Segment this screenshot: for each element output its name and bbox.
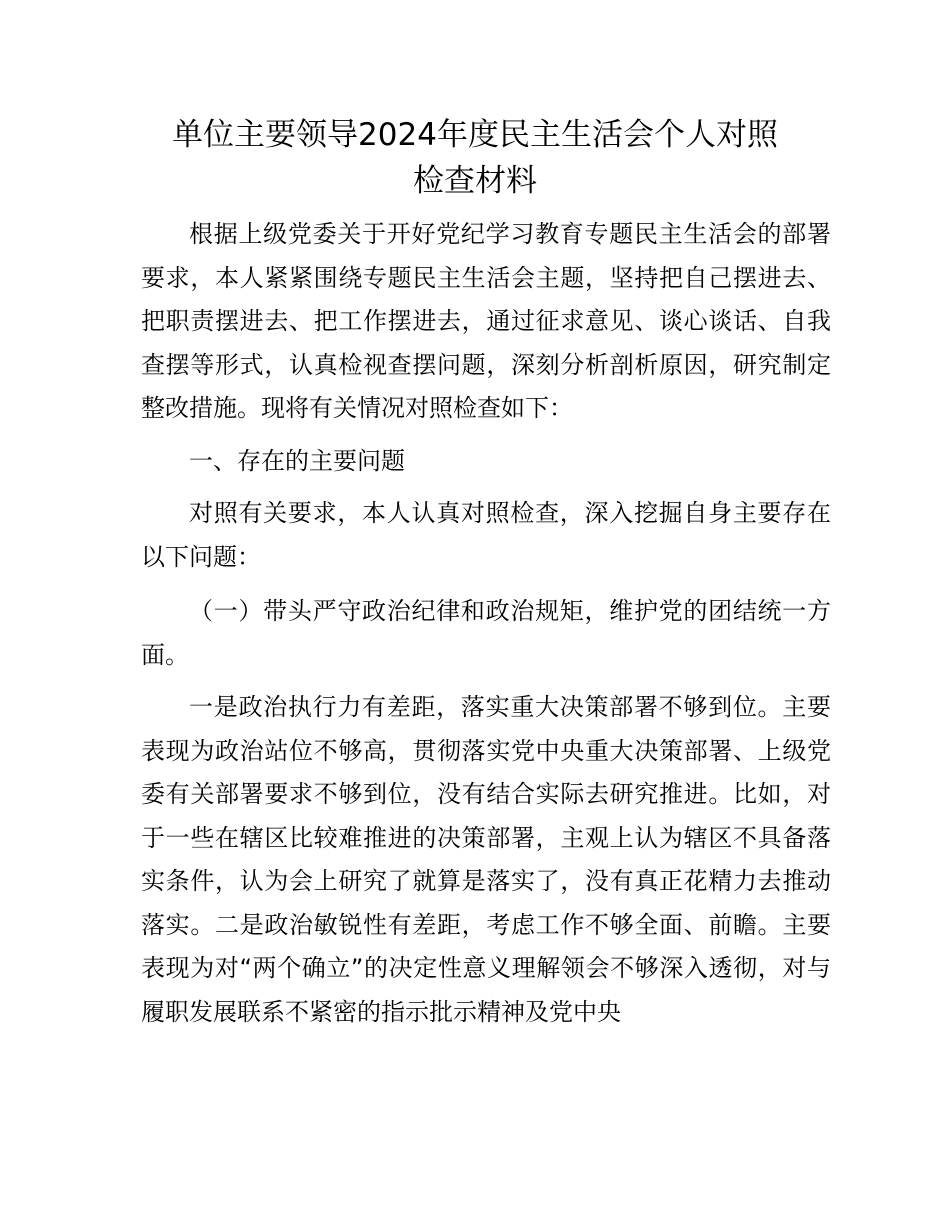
section-heading-main-problems: 一、存在的主要问题 — [189, 447, 405, 475]
problems-intro-paragraph: 对照有关要求，本人认真对照检查，深入挖掘自身主要存在以下问题： — [141, 499, 831, 571]
subsection-heading-political-discipline: （一）带头严守政治纪律和政治规矩，维护党的团结统一方面。 — [141, 597, 831, 669]
document-title-line-2: 检查材料 — [413, 163, 537, 199]
problem-detail-paragraph: 一是政治执行力有差距，落实重大决策部署不够到位。主要表现为政治站位不够高，贯彻落实党中央重大决策部署、上级党委有关部署要求不够到位，没有结合实际去研究推进。比如，对于一些在辖区比较难推进的决策部署，主观上认为辖区不具备落实条件，认为会上研究了就算是落实了，没有真正花精力去推动落实。二是政治敏锐性有差距，考虑工作不够全面、前瞻。主要表现为对“两个确立”的决定性意义理解领会不够深入透彻，对与履职发展联系不紧密的指示批示精神及党中央 — [141, 693, 831, 1026]
intro-paragraph: 根据上级党委关于开好党纪学习教育专题民主生活会的部署要求，本人紧紧围绕专题民主生活会主题，坚持把自己摆进去、把职责摆进去、把工作摆进去，通过征求意见、谈心谈话、自我查摆等形式，认真检视查摆问题，深刻分析剖析原因，研究制定整改措施。现将有关情况对照检查如下： — [141, 220, 831, 422]
document-title-line-1: 单位主要领导2024年度民主生活会个人对照 — [172, 117, 778, 153]
